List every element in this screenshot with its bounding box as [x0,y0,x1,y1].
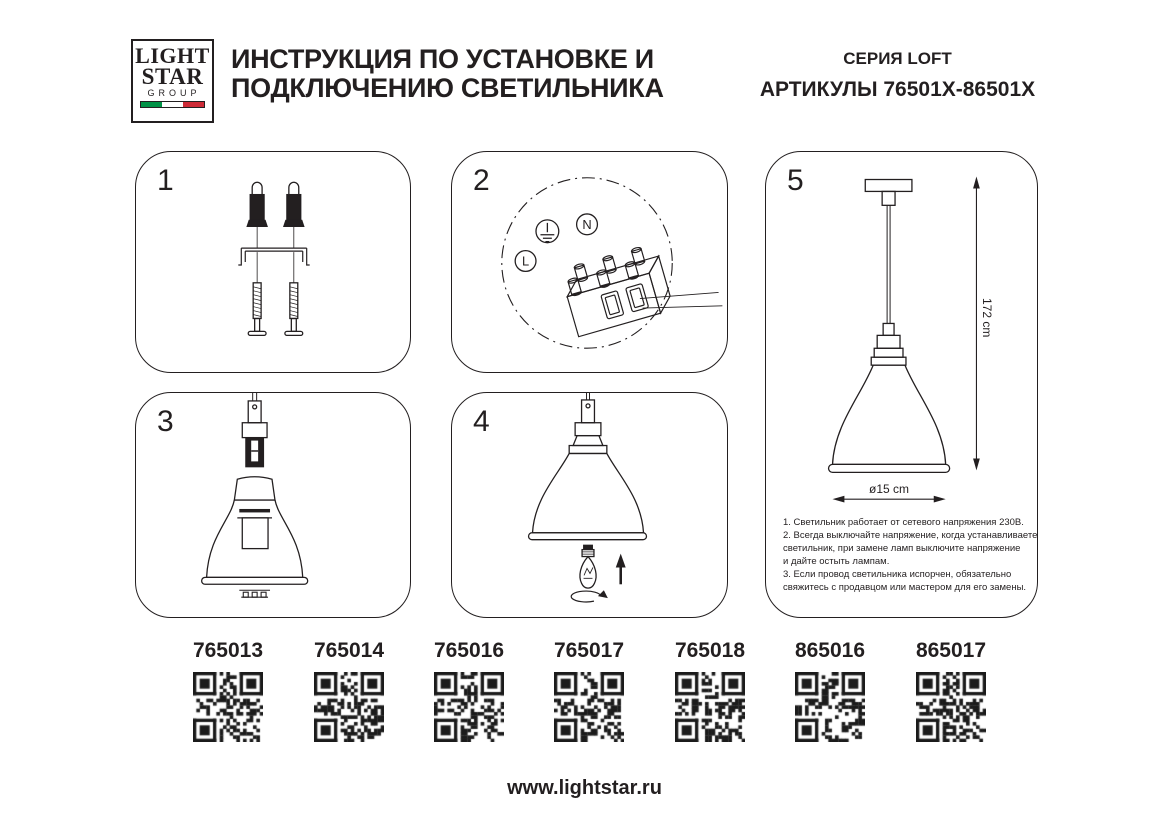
article-column [299,639,399,747]
mounting-hardware-diagram [136,152,410,372]
article-code-label: 765018 [674,639,746,662]
terminal-openings [601,284,649,320]
up-arrow-icon [616,554,626,585]
neutral-label: N [582,216,592,232]
page-title-line2: ПОДКЛЮЧЕНИЮ СВЕТИЛЬНИКА [231,73,664,103]
step-panel-5 [765,151,1038,618]
article-code-label: 765013 [192,639,264,662]
note-line: 1. Светильник работает от сетевого напряжения 230В. [783,517,1024,528]
ground-symbol-icon [536,220,559,243]
step-number-3: 3 [157,405,174,438]
shade-assembly-diagram [136,393,410,617]
lamp-shade [829,365,950,472]
qr-code [434,672,504,742]
installation-notes [783,516,1037,594]
qr-code [795,672,865,742]
suspension-cord [242,393,267,438]
suspension-cord [575,393,601,436]
series-label: СЕРИЯ LOFT [843,49,952,68]
screw-icon [248,283,266,336]
step-panel-3 [135,392,411,618]
page-title-line1: ИНСТРУКЦИЯ ПО УСТАНОВКЕ И [231,44,654,74]
article-column [539,639,639,747]
step-number-1: 1 [157,164,174,197]
article-column [901,639,1001,747]
note-line: свяжитесь с продавцом или мастером для его замены. [783,582,1027,593]
step-panel-4 [451,392,728,618]
logo-text-group: GROUP [147,88,201,98]
diameter-dimension-label: ø15 cm [868,482,909,496]
article-code-label: 865016 [794,639,866,662]
mounting-bracket [238,248,309,265]
qr-code [675,672,745,742]
step-panel-2 [451,151,728,373]
logo-text-star: STAR [141,64,204,89]
flag-green-stripe [141,102,162,107]
article-code-label: 765014 [313,639,385,662]
suspension-cord [887,205,890,323]
article-column [780,639,880,747]
qr-code [554,672,624,742]
live-terminal-icon [515,251,536,272]
qr-code [314,672,384,742]
italy-flag-icon [140,101,205,108]
article-code-label: 865017 [915,639,987,662]
lightstar-logo [131,39,214,123]
height-dimension-arrow [973,177,980,471]
lamp-shade [529,436,647,540]
ceiling-canopy [865,180,912,206]
wiring-diagram [452,152,727,372]
socket-sleeve [245,438,264,468]
cord-grip [871,323,906,365]
page-title [231,45,664,103]
qr-code [193,672,263,742]
website-url: www.lightstar.ru [507,777,662,799]
neutral-terminal-icon [577,214,598,235]
wall-anchor-icon [247,182,267,226]
note-line: и дайте остыть лампам. [783,556,890,567]
step-number-5: 5 [787,164,804,197]
alignment-lines [257,226,294,282]
articles-range-label: АРТИКУЛЫ 76501X-86501X [759,78,1036,101]
step-number-2: 2 [473,164,490,197]
step-number-4: 4 [473,405,490,438]
article-code-label: 765017 [553,639,625,662]
article-column [660,639,760,747]
logo-text-light: LIGHT [135,43,210,68]
height-dimension-label: 172 cm [980,298,994,338]
lamp-shade [202,477,308,585]
qr-code [916,672,986,742]
step-panel-1 [135,151,411,373]
article-column [178,639,278,747]
article-column [419,639,519,747]
bulb-icon [580,545,596,588]
wall-anchor-icon [284,182,304,226]
rotate-arrow-icon [571,590,608,602]
shade-fitting [239,590,270,597]
flag-red-stripe [183,102,204,107]
article-code-label: 765016 [433,639,505,662]
screw-icon [285,283,303,336]
diameter-dimension-arrow [833,496,946,503]
note-line: светильник, при замене ламп выключите напряжение [783,543,1021,554]
note-line: 3. Если провод светильника испорчен, обязательно [783,569,1012,580]
bulb-installation-diagram [452,393,727,617]
note-line: 2. Всегда выключайте напряжение, когда устанавливаете [783,530,1038,541]
flag-white-stripe [162,102,183,107]
live-label: L [521,253,530,269]
